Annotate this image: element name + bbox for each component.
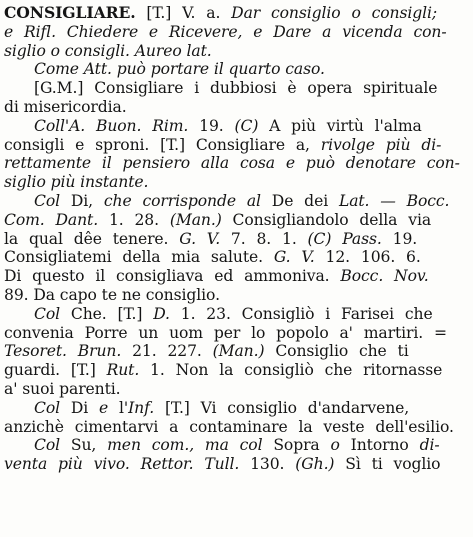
text-run: convenia Porre un uom per lo popolo a' martiri. = — [4, 323, 447, 342]
entry-line — [4, 60, 466, 79]
entry-line — [4, 98, 466, 117]
text-run: Sopra — [262, 436, 331, 455]
entry-line — [4, 436, 466, 455]
entry-line — [4, 286, 466, 305]
text-run: A più virtù l'alma — [258, 116, 422, 135]
entry-line — [4, 23, 466, 42]
italic-run: (C) Pass. — [307, 229, 382, 248]
italic-run: (Gh.) — [295, 455, 335, 474]
entry-line — [4, 248, 466, 267]
text-run: Intorno — [339, 436, 420, 455]
italic-run: Col — [34, 191, 61, 210]
text-run: 21. 227. — [121, 342, 213, 361]
italic-run: Com. Dant. — [4, 210, 99, 229]
entry-line — [4, 361, 466, 380]
text-run: di misericordia. — [4, 97, 127, 116]
text-run: 19. — [188, 116, 235, 135]
text-run: Su, — [60, 436, 108, 455]
text-run: [G.M.] Consigliare i dubbiosi è opera spirituale — [34, 79, 438, 98]
entry-line — [4, 230, 466, 249]
italic-run: G. V. — [179, 229, 221, 248]
italic-run: o — [330, 436, 340, 455]
entry-line — [4, 305, 466, 324]
text-run: Che. [T.] — [60, 304, 154, 323]
italic-run: (Man.) — [169, 210, 222, 229]
italic-run: Dar consiglio o consigli; — [231, 4, 438, 22]
text-run: 1. 23. Consigliò i Farisei che — [169, 304, 433, 323]
entry-line — [4, 42, 466, 61]
text-run: anzichè cimentarvi a contaminare la veste dell'esilio. — [4, 417, 454, 436]
italic-run: Lat. — Bocc. — [338, 191, 450, 210]
text-run: 1. Non la consigliò che ritornasse — [139, 361, 443, 380]
text-run: guardi. [T.] — [4, 361, 107, 380]
entry-line — [4, 136, 466, 155]
text-run: l' — [108, 398, 129, 417]
text-run: consigli e sproni. [T.] Consigliare a, — [4, 135, 321, 154]
italic-run: e Rifl. Chiedere e Ricevere, e Dare a vicenda con- — [4, 22, 447, 41]
text-run: 19. — [381, 229, 418, 248]
italic-run: che corrisponde al — [103, 191, 261, 210]
text-run: Di, — [60, 191, 104, 210]
entry-line — [4, 399, 466, 418]
italic-run: men com., ma col — [107, 436, 263, 455]
entry-line — [4, 173, 466, 192]
text-run: 1. 28. — [98, 210, 170, 229]
italic-run: Rut. — [106, 361, 140, 380]
entry-line — [4, 418, 466, 437]
headword: CONSIGLIARE. — [4, 4, 136, 22]
entry-line — [4, 192, 466, 211]
text-run: Sì ti voglio — [334, 455, 441, 474]
italic-run: venta più vivo. Rettor. Tull. — [4, 455, 240, 474]
italic-run: (Man.) — [212, 342, 265, 361]
italic-run: rivolge più di- — [320, 135, 442, 154]
entry-consigliare — [4, 4, 466, 474]
entry-line — [4, 154, 466, 173]
italic-run: siglio o consigli. Aureo lat. — [4, 41, 212, 60]
italic-run: siglio più instante. — [4, 173, 149, 192]
italic-run: Bocc. Nov. — [340, 267, 429, 286]
italic-run: (C) — [234, 116, 259, 135]
italic-run: G. V. — [273, 248, 315, 267]
italic-run: Coll'A. Buon. Rim. — [34, 116, 189, 135]
text-run: [T.] Vi consiglio d'andarvene, — [154, 398, 410, 417]
text-run: 7. 8. 1. — [220, 229, 308, 248]
italic-run: Inf. — [128, 398, 155, 417]
text-run: 130. — [239, 455, 296, 474]
entry-line — [4, 380, 466, 399]
italic-run: di- — [419, 436, 440, 455]
text-run: 89. Da capo te ne consiglio. — [4, 285, 220, 304]
italic-run: Col — [34, 398, 61, 417]
italic-run: D. — [153, 304, 170, 323]
text-run: 12. 106. 6. — [314, 248, 421, 267]
italic-run: Tesoret. Brun. — [4, 342, 122, 361]
text-run: a' suoi parenti. — [4, 379, 121, 398]
text-run: Consigliandolo della via — [221, 210, 432, 229]
entry-line — [4, 117, 466, 136]
entry-line — [4, 342, 466, 361]
text-run: Di questo il consigliava ed ammoniva. — [4, 267, 341, 286]
entry-line — [4, 267, 466, 286]
italic-run: e — [99, 398, 109, 417]
text-run: Di — [60, 398, 100, 417]
entry-line — [4, 324, 466, 343]
entry-line — [4, 79, 466, 98]
entry-line — [4, 4, 466, 23]
text-run: De dei — [260, 191, 339, 210]
entry-line — [4, 211, 466, 230]
text-run: la qual dêe tenere. — [4, 229, 180, 248]
italic-run: Come Att. può portare il quarto caso. — [34, 60, 325, 79]
text-run: Consigliatemi della mia salute. — [4, 248, 274, 267]
italic-run: Col — [34, 436, 61, 455]
text-run: [T.] V. a. — [135, 4, 232, 22]
entry-line — [4, 455, 466, 474]
italic-run: rettamente il pensiero alla cosa e può denotare con- — [4, 154, 460, 173]
italic-run: Col — [34, 304, 61, 323]
text-run: Consiglio che ti — [264, 342, 409, 361]
